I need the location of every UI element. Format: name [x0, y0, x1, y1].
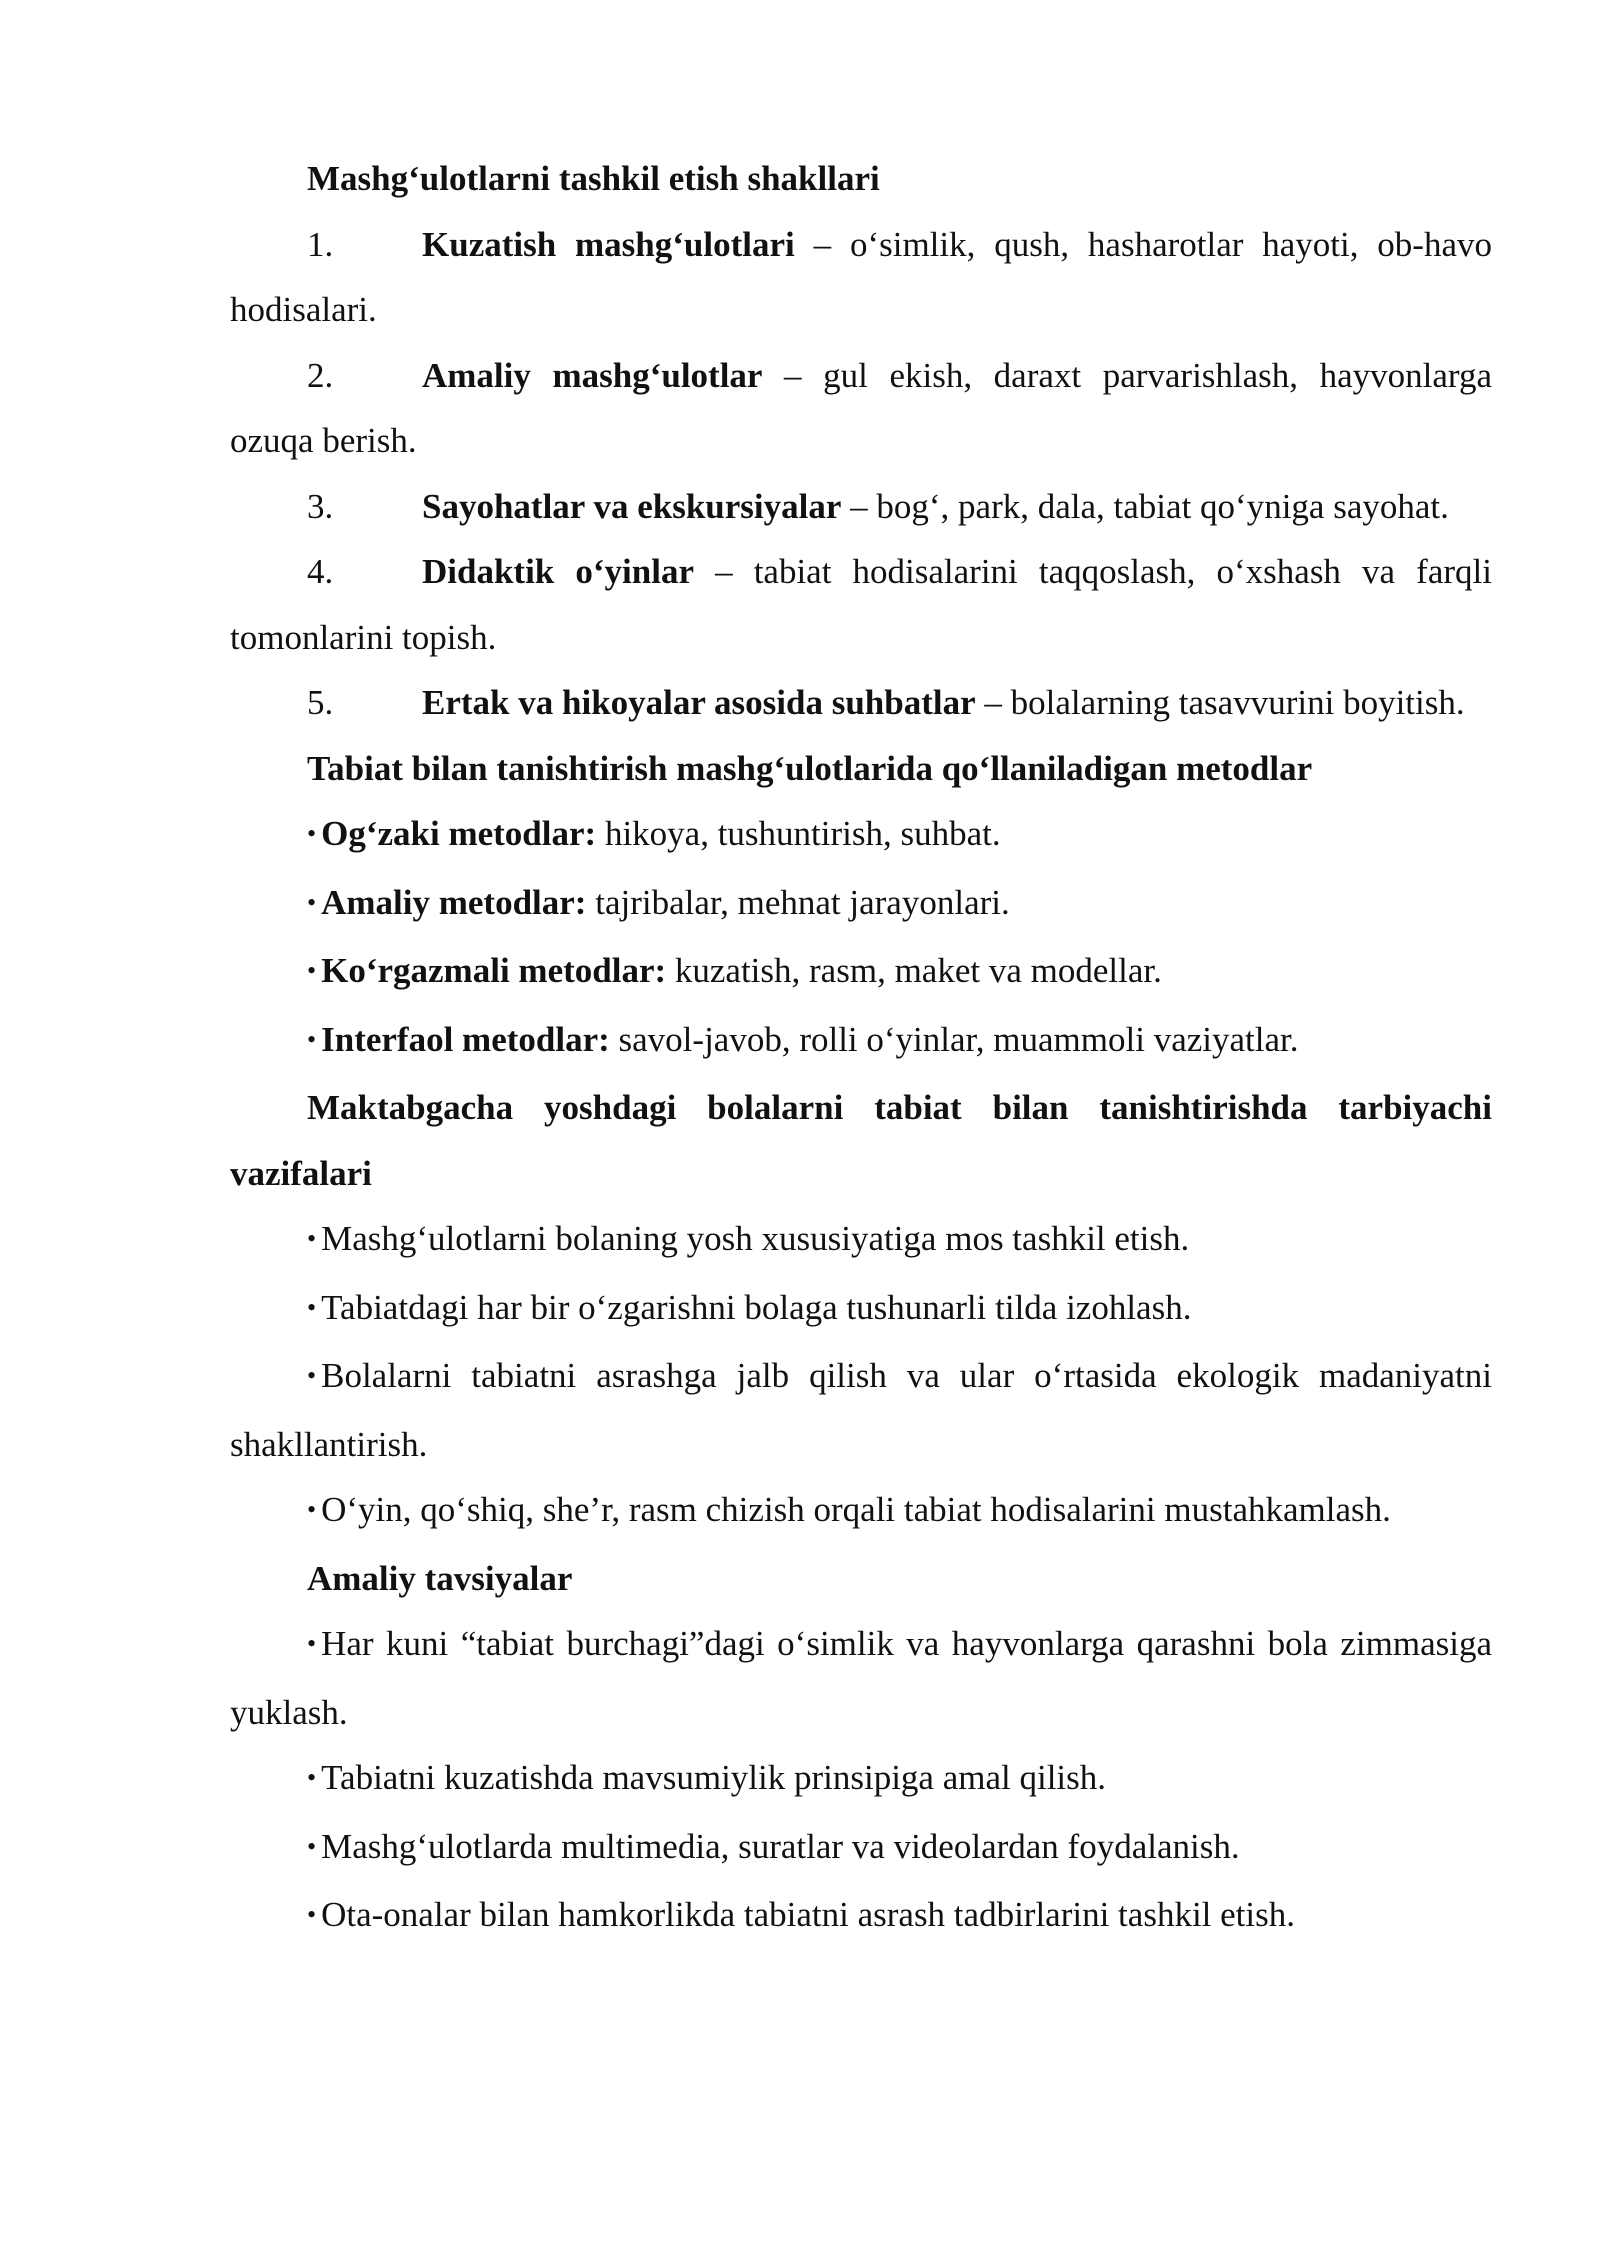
bullet-item: [230, 938, 1492, 1007]
bullet-icon: •: [307, 1224, 317, 1253]
bullet-item: [230, 1745, 1492, 1814]
bullet-item: [230, 1007, 1492, 1076]
item-text: – o‘simlik, qush, hasharotlar hayoti, ob-havo hodisalari.: [230, 224, 1493, 329]
bullet-icon: •: [307, 1629, 317, 1658]
section-heading-methods: Tabiat bilan tanishtirish mashg‘ulotlarida qo‘llaniladigan metodlar: [307, 748, 1313, 788]
item-term: Kuzatish mashg‘ulotlari: [422, 224, 795, 264]
list-item: [230, 670, 1492, 736]
bullet-icon: •: [307, 1495, 317, 1524]
item-term: Interfaol metodlar:: [321, 1019, 610, 1059]
bullet-icon: •: [307, 1900, 317, 1929]
item-term: Didaktik o‘yinlar: [422, 552, 694, 591]
item-text: Ota-onalar bilan hamkorlikda tabiatni asrash tadbirlarini tashkil etish.: [321, 1895, 1295, 1934]
bullet-icon: •: [307, 1292, 317, 1322]
bullet-item: [230, 1882, 1492, 1951]
bullet-icon: •: [307, 819, 317, 848]
item-text: savol-javob, rolli o‘yinlar, muammoli vaziyatlar.: [609, 1019, 1299, 1059]
section-heading-forms: Mashg‘ulotlarni tashkil etish shakllari: [307, 159, 880, 198]
bullet-item: [230, 870, 1492, 939]
list-item: [230, 474, 1492, 540]
bullet-item: [230, 1206, 1492, 1275]
item-number: 5.: [307, 683, 334, 722]
item-text: Mashg‘ulotlarda multimedia, suratlar va videolardan foydalanish.: [321, 1826, 1240, 1866]
item-number: 2.: [307, 355, 334, 395]
bullet-item: [230, 1275, 1492, 1344]
item-text: – gul ekish, daraxt parvarishlash, hayvonlarga ozuqa berish.: [230, 355, 1492, 460]
list-item: [230, 343, 1492, 474]
item-text: – bog‘, park, dala, tabiat qo‘yniga sayohat.: [841, 486, 1449, 526]
item-text: kuzatish, rasm, maket va modellar.: [666, 951, 1162, 990]
item-term: Amaliy metodlar:: [321, 882, 587, 922]
item-term: Sayohatlar va ekskursiyalar: [422, 486, 842, 526]
bullet-icon: •: [307, 1763, 317, 1792]
item-text: Mashg‘ulotlarni bolaning yosh xususiyatiga mos tashkil etish.: [321, 1219, 1190, 1258]
list-item: [230, 539, 1492, 670]
section-heading-teacher-tasks: Maktabgacha yoshdagi bolalarni tabiat bilan tanishtirishda tarbiyachi vazifalari: [230, 1088, 1492, 1193]
bullet-item: [230, 1477, 1492, 1546]
item-number: 1.: [307, 224, 334, 264]
bullet-item: [230, 1814, 1492, 1883]
item-text: Har kuni “tabiat burchagi”dagi o‘simlik va hayvonlarga qarashni bola zimmasiga yuklash.: [230, 1624, 1492, 1732]
item-term: Ko‘rgazmali metodlar:: [321, 951, 667, 990]
bullet-icon: •: [307, 887, 317, 917]
item-term: Og‘zaki metodlar:: [321, 814, 597, 853]
item-number: 3.: [307, 486, 334, 526]
item-number: 4.: [307, 552, 334, 591]
bullet-icon: •: [307, 956, 317, 985]
item-term: Amaliy mashg‘ulotlar: [422, 355, 763, 395]
item-text: hikoya, tushuntirish, suhbat.: [596, 814, 1001, 853]
bullet-item: [230, 1343, 1492, 1477]
bullet-item: [230, 801, 1492, 870]
bullet-icon: •: [307, 1361, 317, 1390]
bullet-icon: •: [307, 1024, 317, 1054]
item-term: Ertak va hikoyalar asosida suhbatlar: [422, 683, 976, 722]
list-item: [230, 212, 1492, 343]
document-page: [230, 146, 1492, 1951]
item-text: Tabiatdagi har bir o‘zgarishni bolaga tushunarli tilda izohlash.: [321, 1287, 1192, 1327]
item-text: Tabiatni kuzatishda mavsumiylik prinsipiga amal qilish.: [321, 1758, 1107, 1797]
item-text: tajribalar, mehnat jarayonlari.: [586, 882, 1010, 922]
section-heading-recommendations: Amaliy tavsiyalar: [307, 1558, 573, 1598]
bullet-item: [230, 1611, 1492, 1745]
item-text: – bolalarning tasavvurini boyitish.: [975, 683, 1465, 722]
item-text: O‘yin, qo‘shiq, she’r, rasm chizish orqali tabiat hodisalarini mustahkamlash.: [321, 1490, 1391, 1529]
bullet-icon: •: [307, 1831, 317, 1861]
item-text: Bolalarni tabiatni asrashga jalb qilish va ular o‘rtasida ekologik madaniyatni shakllantirish.: [230, 1356, 1492, 1464]
item-text: – tabiat hodisalarini taqqoslash, o‘xshash va farqli tomonlarini topish.: [230, 552, 1492, 657]
